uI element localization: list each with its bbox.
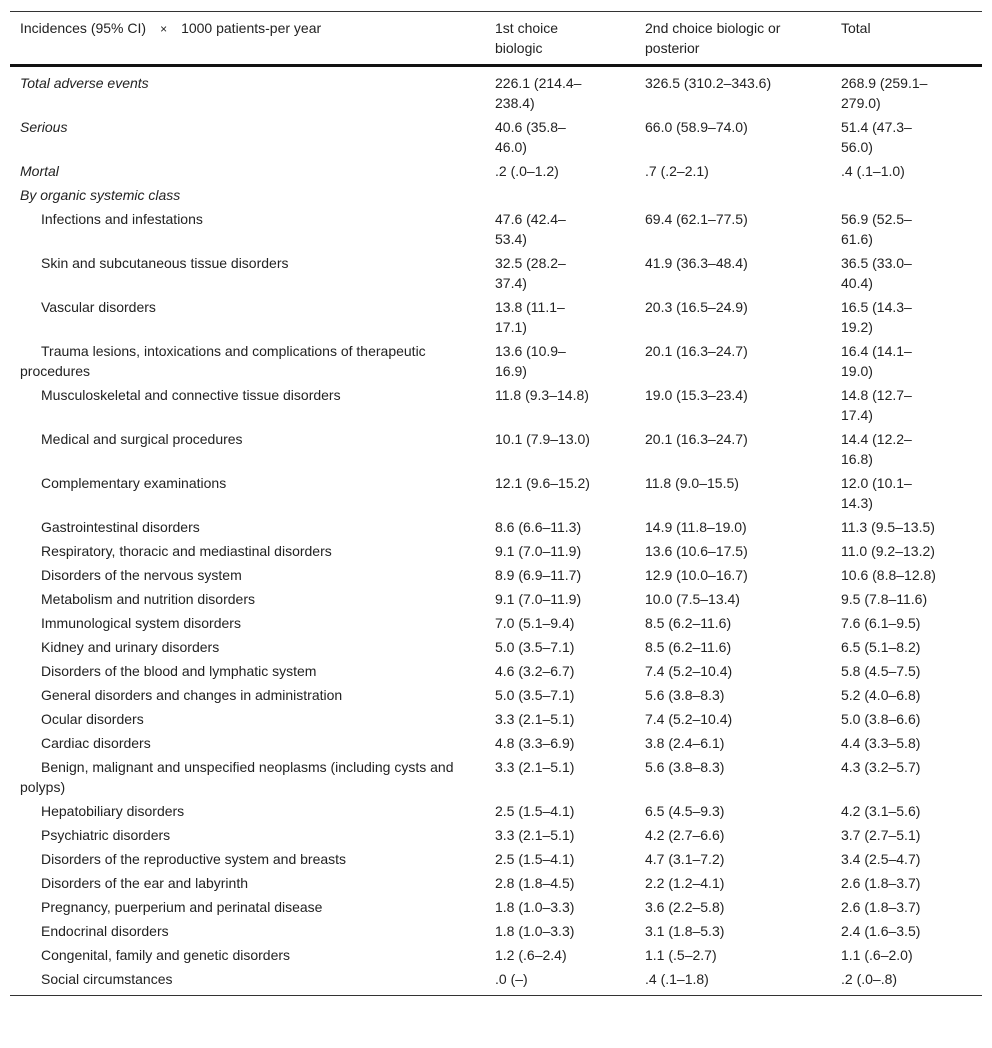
- total-value: 2.6 (1.8–3.7): [841, 899, 921, 915]
- table-row: [10, 943, 982, 967]
- table-row: [10, 471, 982, 515]
- row-label: By organic systemic class: [20, 187, 181, 203]
- times-symbol: ×: [160, 22, 168, 36]
- total-value: 4.4 (3.3–5.8): [841, 735, 921, 751]
- total-value: 3.7 (2.7–5.1): [841, 827, 921, 843]
- first-choice-value: 5.0 (3.5–7.1): [495, 639, 575, 655]
- total-value: 51.4 (47.3–56.0): [841, 119, 912, 155]
- total-value: 14.8 (12.7–17.4): [841, 387, 912, 423]
- first-choice-value: 1.8 (1.0–3.3): [495, 923, 575, 939]
- table-row: [10, 539, 982, 563]
- second-choice-value: [643, 183, 839, 207]
- first-choice-value: 3.3 (2.1–5.1): [495, 711, 575, 727]
- table-row: [10, 611, 982, 635]
- first-choice-value: 3.3 (2.1–5.1): [495, 827, 575, 843]
- second-choice-value: 1.1 (.5–2.7): [645, 947, 717, 963]
- table-header: [10, 12, 982, 66]
- total-value: 4.2 (3.1–5.6): [841, 803, 921, 819]
- total-value: 16.4 (14.1–19.0): [841, 343, 912, 379]
- table-row: [10, 799, 982, 823]
- table-row: [10, 731, 982, 755]
- table-row: [10, 967, 982, 996]
- first-choice-value: 13.6 (10.9–16.9): [495, 343, 566, 379]
- first-choice-value: 3.3 (2.1–5.1): [495, 759, 575, 775]
- row-label: Mortal: [20, 163, 59, 179]
- total-value: 5.8 (4.5–7.5): [841, 663, 921, 679]
- total-value: 9.5 (7.8–11.6): [841, 591, 928, 607]
- row-label: Pregnancy, puerperium and perinatal disease: [41, 899, 323, 915]
- row-label: Congenital, family and genetic disorders: [41, 947, 291, 963]
- total-value: .2 (.0–.8): [841, 971, 898, 987]
- row-label: Metabolism and nutrition disorders: [41, 591, 255, 607]
- header-row: [10, 12, 982, 66]
- header-per-patients: 1000 patients-per year: [181, 20, 322, 36]
- header-total: Total: [841, 20, 871, 36]
- first-choice-value: 2.5 (1.5–4.1): [495, 803, 575, 819]
- table-row: [10, 707, 982, 731]
- total-value: 1.1 (.6–2.0): [841, 947, 913, 963]
- total-value: 10.6 (8.8–12.8): [841, 567, 936, 583]
- header-first-choice: 1st choice biologic: [495, 20, 559, 56]
- row-label: Benign, malignant and unspecified neoplasms (including cysts and polyps): [20, 759, 454, 795]
- first-choice-value: 2.8 (1.8–4.5): [495, 875, 575, 891]
- first-choice-value: 12.1 (9.6–15.2): [495, 475, 590, 491]
- header-second-choice: 2nd choice biologic or posterior: [645, 20, 781, 56]
- first-choice-value: 7.0 (5.1–9.4): [495, 615, 575, 631]
- table-row: [10, 871, 982, 895]
- second-choice-value: 66.0 (58.9–74.0): [645, 119, 748, 135]
- first-choice-value: 32.5 (28.2–37.4): [495, 255, 566, 291]
- second-choice-value: 6.5 (4.5–9.3): [645, 803, 725, 819]
- second-choice-value: .4 (.1–1.8): [645, 971, 709, 987]
- table-body: [10, 66, 982, 996]
- total-value: 36.5 (33.0–40.4): [841, 255, 912, 291]
- second-choice-value: 19.0 (15.3–23.4): [645, 387, 748, 403]
- table-row: [10, 563, 982, 587]
- total-value: .4 (.1–1.0): [841, 163, 905, 179]
- second-choice-value: 2.2 (1.2–4.1): [645, 875, 725, 891]
- second-choice-value: 5.6 (3.8–8.3): [645, 687, 725, 703]
- second-choice-value: 20.1 (16.3–24.7): [645, 343, 748, 359]
- first-choice-value: .2 (.0–1.2): [495, 163, 559, 179]
- second-choice-value: 13.6 (10.6–17.5): [645, 543, 748, 559]
- table-row: [10, 755, 982, 799]
- row-label: Respiratory, thoracic and mediastinal disorders: [41, 543, 332, 559]
- second-choice-value: 7.4 (5.2–10.4): [645, 663, 733, 679]
- first-choice-value: 9.1 (7.0–11.9): [495, 543, 582, 559]
- table-row: [10, 207, 982, 251]
- row-label: Serious: [20, 119, 68, 135]
- table-row: [10, 659, 982, 683]
- table-row: [10, 919, 982, 943]
- second-choice-value: 4.2 (2.7–6.6): [645, 827, 725, 843]
- first-choice-value: 1.2 (.6–2.4): [495, 947, 567, 963]
- table-row: [10, 159, 982, 183]
- second-choice-value: 20.3 (16.5–24.9): [645, 299, 748, 315]
- row-label: General disorders and changes in administration: [41, 687, 343, 703]
- row-label: Musculoskeletal and connective tissue disorders: [41, 387, 341, 403]
- first-choice-value: 4.6 (3.2–6.7): [495, 663, 575, 679]
- first-choice-value: 9.1 (7.0–11.9): [495, 591, 582, 607]
- second-choice-value: 41.9 (36.3–48.4): [645, 255, 748, 271]
- first-choice-value: [493, 183, 643, 207]
- second-choice-value: 3.8 (2.4–6.1): [645, 735, 725, 751]
- first-choice-value: 10.1 (7.9–13.0): [495, 431, 590, 447]
- second-choice-value: 3.1 (1.8–5.3): [645, 923, 725, 939]
- table-row: [10, 115, 982, 159]
- table-row: [10, 515, 982, 539]
- header-incidences: [10, 12, 493, 66]
- row-label: Disorders of the blood and lymphatic system: [41, 663, 317, 679]
- total-value: 5.0 (3.8–6.6): [841, 711, 921, 727]
- second-choice-value: 3.6 (2.2–5.8): [645, 899, 725, 915]
- row-label: Psychiatric disorders: [41, 827, 171, 843]
- second-choice-value: 5.6 (3.8–8.3): [645, 759, 725, 775]
- row-label: Trauma lesions, intoxications and complications of therapeutic procedures: [20, 343, 426, 379]
- table-row: [10, 847, 982, 871]
- row-label: Skin and subcutaneous tissue disorders: [41, 255, 289, 271]
- row-label: Disorders of the reproductive system and breasts: [41, 851, 347, 867]
- total-value: 2.6 (1.8–3.7): [841, 875, 921, 891]
- table-row: [10, 251, 982, 295]
- table-row: [10, 427, 982, 471]
- first-choice-value: 11.8 (9.3–14.8): [495, 387, 589, 403]
- row-label: Medical and surgical procedures: [41, 431, 243, 447]
- first-choice-value: 1.8 (1.0–3.3): [495, 899, 575, 915]
- total-value: 14.4 (12.2–16.8): [841, 431, 912, 467]
- table-row: [10, 587, 982, 611]
- first-choice-value: 5.0 (3.5–7.1): [495, 687, 575, 703]
- first-choice-value: 8.6 (6.6–11.3): [495, 519, 582, 535]
- row-label: Gastrointestinal disorders: [41, 519, 200, 535]
- header-incidences-label: Incidences (95% CI): [20, 20, 147, 36]
- second-choice-value: 69.4 (62.1–77.5): [645, 211, 748, 227]
- second-choice-value: 8.5 (6.2–11.6): [645, 639, 732, 655]
- first-choice-value: 40.6 (35.8–46.0): [495, 119, 566, 155]
- row-label: Disorders of the ear and labyrinth: [41, 875, 248, 891]
- table-row: [10, 339, 982, 383]
- row-label: Total adverse events: [20, 75, 149, 91]
- table-row: [10, 635, 982, 659]
- row-label: Cardiac disorders: [41, 735, 151, 751]
- total-value: 3.4 (2.5–4.7): [841, 851, 921, 867]
- first-choice-value: 226.1 (214.4–238.4): [495, 75, 582, 111]
- total-value: 5.2 (4.0–6.8): [841, 687, 921, 703]
- second-choice-value: 326.5 (310.2–343.6): [645, 75, 772, 91]
- row-label: Social circumstances: [41, 971, 173, 987]
- total-value: 6.5 (5.1–8.2): [841, 639, 921, 655]
- total-value: 56.9 (52.5–61.6): [841, 211, 912, 247]
- total-value: 2.4 (1.6–3.5): [841, 923, 921, 939]
- total-value: 7.6 (6.1–9.5): [841, 615, 921, 631]
- second-choice-value: 12.9 (10.0–16.7): [645, 567, 748, 583]
- table-row: [10, 683, 982, 707]
- table-row: [10, 66, 982, 116]
- total-value: 16.5 (14.3–19.2): [841, 299, 912, 335]
- first-choice-value: 8.9 (6.9–11.7): [495, 567, 582, 583]
- table-row: [10, 895, 982, 919]
- second-choice-value: 7.4 (5.2–10.4): [645, 711, 733, 727]
- row-label: Disorders of the nervous system: [41, 567, 242, 583]
- first-choice-value: 47.6 (42.4–53.4): [495, 211, 566, 247]
- row-label: Kidney and urinary disorders: [41, 639, 220, 655]
- table-row: [10, 823, 982, 847]
- row-label: Ocular disorders: [41, 711, 144, 727]
- first-choice-value: 4.8 (3.3–6.9): [495, 735, 575, 751]
- row-label: Complementary examinations: [41, 475, 227, 491]
- table-row: [10, 383, 982, 427]
- second-choice-value: 4.7 (3.1–7.2): [645, 851, 725, 867]
- row-label: Vascular disorders: [41, 299, 156, 315]
- row-label: Immunological system disorders: [41, 615, 241, 631]
- second-choice-value: 20.1 (16.3–24.7): [645, 431, 748, 447]
- total-value: [839, 183, 982, 207]
- total-value: 12.0 (10.1–14.3): [841, 475, 912, 511]
- row-label: Infections and infestations: [41, 211, 203, 227]
- total-value: 11.0 (9.2–13.2): [841, 543, 935, 559]
- total-value: 11.3 (9.5–13.5): [841, 519, 935, 535]
- second-choice-value: 11.8 (9.0–15.5): [645, 475, 739, 491]
- first-choice-value: 2.5 (1.5–4.1): [495, 851, 575, 867]
- first-choice-value: 13.8 (11.1–17.1): [495, 299, 565, 335]
- row-label: Hepatobiliary disorders: [41, 803, 185, 819]
- total-value: 4.3 (3.2–5.7): [841, 759, 921, 775]
- total-value: 268.9 (259.1–279.0): [841, 75, 928, 111]
- incidence-table: [10, 11, 982, 996]
- second-choice-value: 10.0 (7.5–13.4): [645, 591, 740, 607]
- second-choice-value: 8.5 (6.2–11.6): [645, 615, 732, 631]
- row-label: Endocrinal disorders: [41, 923, 169, 939]
- first-choice-value: .0 (–): [495, 971, 528, 987]
- table-row: [10, 295, 982, 339]
- second-choice-value: 14.9 (11.8–19.0): [645, 519, 747, 535]
- table-row: [10, 183, 982, 207]
- second-choice-value: .7 (.2–2.1): [645, 163, 709, 179]
